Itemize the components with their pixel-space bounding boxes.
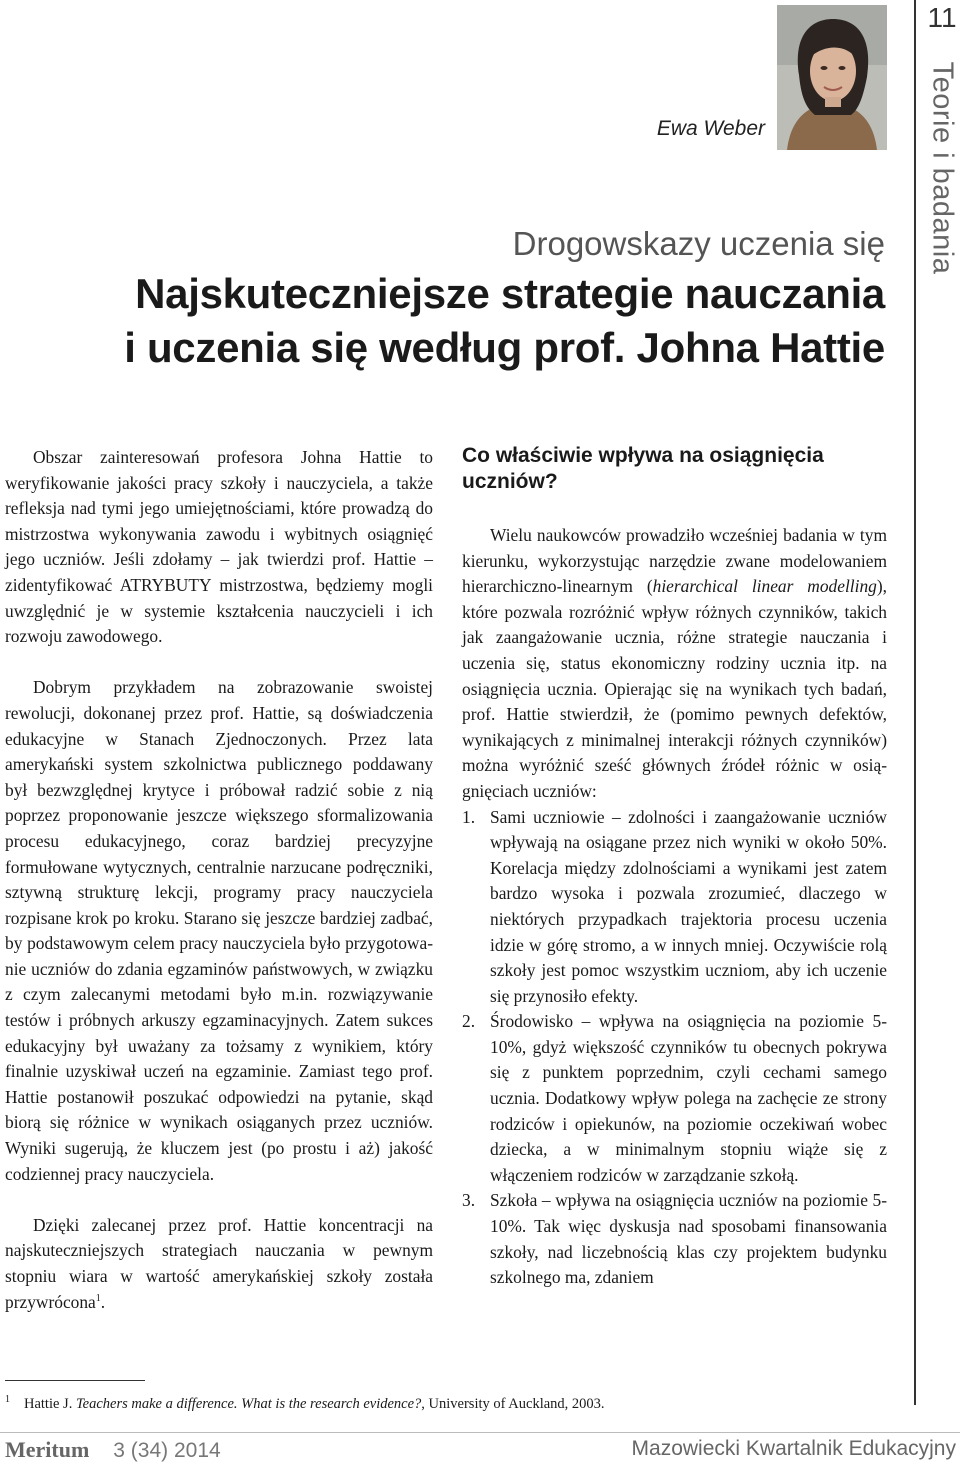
section-label-vertical: Teorie i badania <box>926 61 959 275</box>
paragraph-conclusion-end: . <box>100 1291 106 1312</box>
publisher-name: Mazowiecki Kwartalnik Edukacyjny <box>631 1437 956 1460</box>
footnote-title: Teachers make a difference. What is the research evidence? <box>75 1395 422 1412</box>
paragraph-conclusion <box>5 1213 433 1315</box>
footer-rule <box>0 1432 960 1433</box>
side-rule <box>914 0 916 1405</box>
list-item <box>462 805 887 1010</box>
list-item-number: 2. <box>462 1011 476 1032</box>
list-item-text: Szkoła – wpływa na osiągnięcia uczniów na poziomie 5-10%. Tak więc dyskusja nad sposobami finansowania szkoły, nad liczebnością klas czy projektem budynku szkolnego ma, zdaniem <box>490 1190 887 1288</box>
author-name: Ewa Weber <box>656 117 765 140</box>
paragraph-research-a: Wielu naukowców prowadziło wcześniej badania w tym kierunku, wykorzystując narzędzie zwane modelowaniem hierarchiczno-linearnym ( <box>462 525 887 597</box>
list-item-number: 3. <box>462 1190 476 1211</box>
article-title <box>124 267 885 375</box>
paragraph-research-term: hierarchical linear modelling <box>652 576 877 597</box>
paragraph-conclusion-text: Dzięki zalecanej przez prof. Hattie koncentracji na najskuteczniejszych strategiach nauczania w pewnym stopniu wiara w wartość amerykańskiej szkoły została przywrócona <box>5 1214 433 1312</box>
footnote-source: , University of Auckland, 2003. <box>421 1395 605 1412</box>
paragraph-research-b: ), które pozwala rozróżnić wpływ różnych czynników, takich jak zaangażowanie ucznia, różne strategie nauczania i uczenia się, status ekonomiczny rodziny ucznia itp. na osiągnięcia ucznia. Opierając się na wynikach tych badań, prof. Hattie stwierdził, że (pomimo pewnych defektów, wynikających z minimalnej interakcji różnych czynników) można wyróżnić sześć głównych źródeł różnic w osiągnięciach uczniów: <box>462 576 887 801</box>
list-item <box>462 1188 887 1290</box>
footnote <box>5 1390 905 1414</box>
factors-list <box>462 805 887 1291</box>
magazine-name: Meritum <box>5 1437 90 1462</box>
paragraph-example: Dobrym przykładem na zobrazowanie swoistej rewolucji, dokonanej przez prof. Hattie, są doświadczenia edukacyjne w Stanach Zjednoczonych. Przez lata amerykański system szkolnictwa publicznego poddawany był bezwzględnej krytyce i próbował radzić sobie z nią poprzez proponowanie jeszcze większego sformalizowania procesu edukacyjnego, coraz bardziej precyzyjne formułowane wytycznych, centralnie narzucane podręczniki, sztywną strukturę lekcji, programy pracy nauczyciela rozpisane krok po kroku. Starano się jeszcze bardziej zadbać, by podstawowym celem pracy nauczyciela było przygotowanie uczniów do zdania egzaminów państwowych, w związku z czym zalecanymi metodami było m.in. rozwiązywanie testów i próbnych arkuszy egzaminacyjnych. Zatem sukces edukacyjny był uważany za tożsamy z wynikiem, który finalnie uzyskiwał uczeń na egzaminie. Zamiast tego prof. Hattie postanowił poszukać odpowiedzi na pytanie, skąd biorą się różnice w wynikach osiąganych przez uczniów. Wyniki sugerują, że kluczem jest (po prostu i aż) jakość codziennej pracy nauczyciela. <box>5 677 433 1184</box>
footer-left <box>5 1437 221 1463</box>
paragraph-research <box>462 523 887 805</box>
list-item <box>462 1009 887 1188</box>
footnote-rule <box>5 1380 145 1381</box>
footnote-author: Hattie J. <box>24 1395 76 1412</box>
issue-number: 3 (34) 2014 <box>113 1439 221 1462</box>
footnote-ref[interactable]: 1 <box>95 1292 101 1304</box>
article-title-line-1: Najskuteczniejsze strategie nauczania <box>135 270 885 317</box>
left-column <box>5 445 433 1315</box>
right-column <box>462 445 887 1291</box>
page-number: 11 <box>927 2 957 33</box>
list-item-number: 1. <box>462 806 476 827</box>
article-title-line-2: i uczenia się według prof. Johna Hattie <box>124 324 885 371</box>
section-heading: Co właściwie wpływa na osiągnięcia uczniów? <box>462 444 824 493</box>
author-portrait-icon <box>777 5 887 150</box>
list-item-text: Środowisko – wpływa na osiągnięcia na poziomie 5-10%, gdyż większość czynników tu obecnych pokrywa się z punktem poprzednim, czyli cechami samego ucznia. Dodatkowy wpływ polega na zachęcie ze strony rodziców i opiekunów, na poziomie oczekiwań wobec dziecka, a w minimalnym stopniu wiąże się z włączeniem rodziców w zarządzanie szkołą. <box>490 1011 887 1185</box>
paragraph-intro: Obszar zainteresowań profesora Johna Hattie to weryfikowanie jakości pracy szkoły i nauczyciela, a także refleksja nad tymi jego umiejętnościami, które prowadzą do mistrzostwa wykonywania zawodu i wybitnych osiągnięć jego uczniów. Jeśli zdołamy – jak twierdzi prof. Hattie – zidentyfikować ATRYBUTY mistrzostwa, będziemy mogli uwzględnić je w systemie kształcenia nauczycieli i ich rozwoju zawodowego. <box>5 447 433 647</box>
footnote-mark: 1 <box>5 1394 10 1405</box>
author-photo <box>777 5 887 150</box>
list-item-text: Sami uczniowie – zdolności i zaangażowanie uczniów wpływają na osiągane przez nich wyniki w około 50%. Korelacja między zdolnościami a wynikami jest zatem bardzo wysoka i pozwala zrozumieć, dlaczego w niektórych przypadkach trajektoria procesu uczenia idzie w górę stromo, a w innych mniej. Oczywiście rolą szkoły jest pomoc wszystkim uczniom, aby ich uczenie się przynosiło efekty. <box>490 806 887 1006</box>
rubric-title: Drogowskazy uczenia się <box>512 225 885 262</box>
